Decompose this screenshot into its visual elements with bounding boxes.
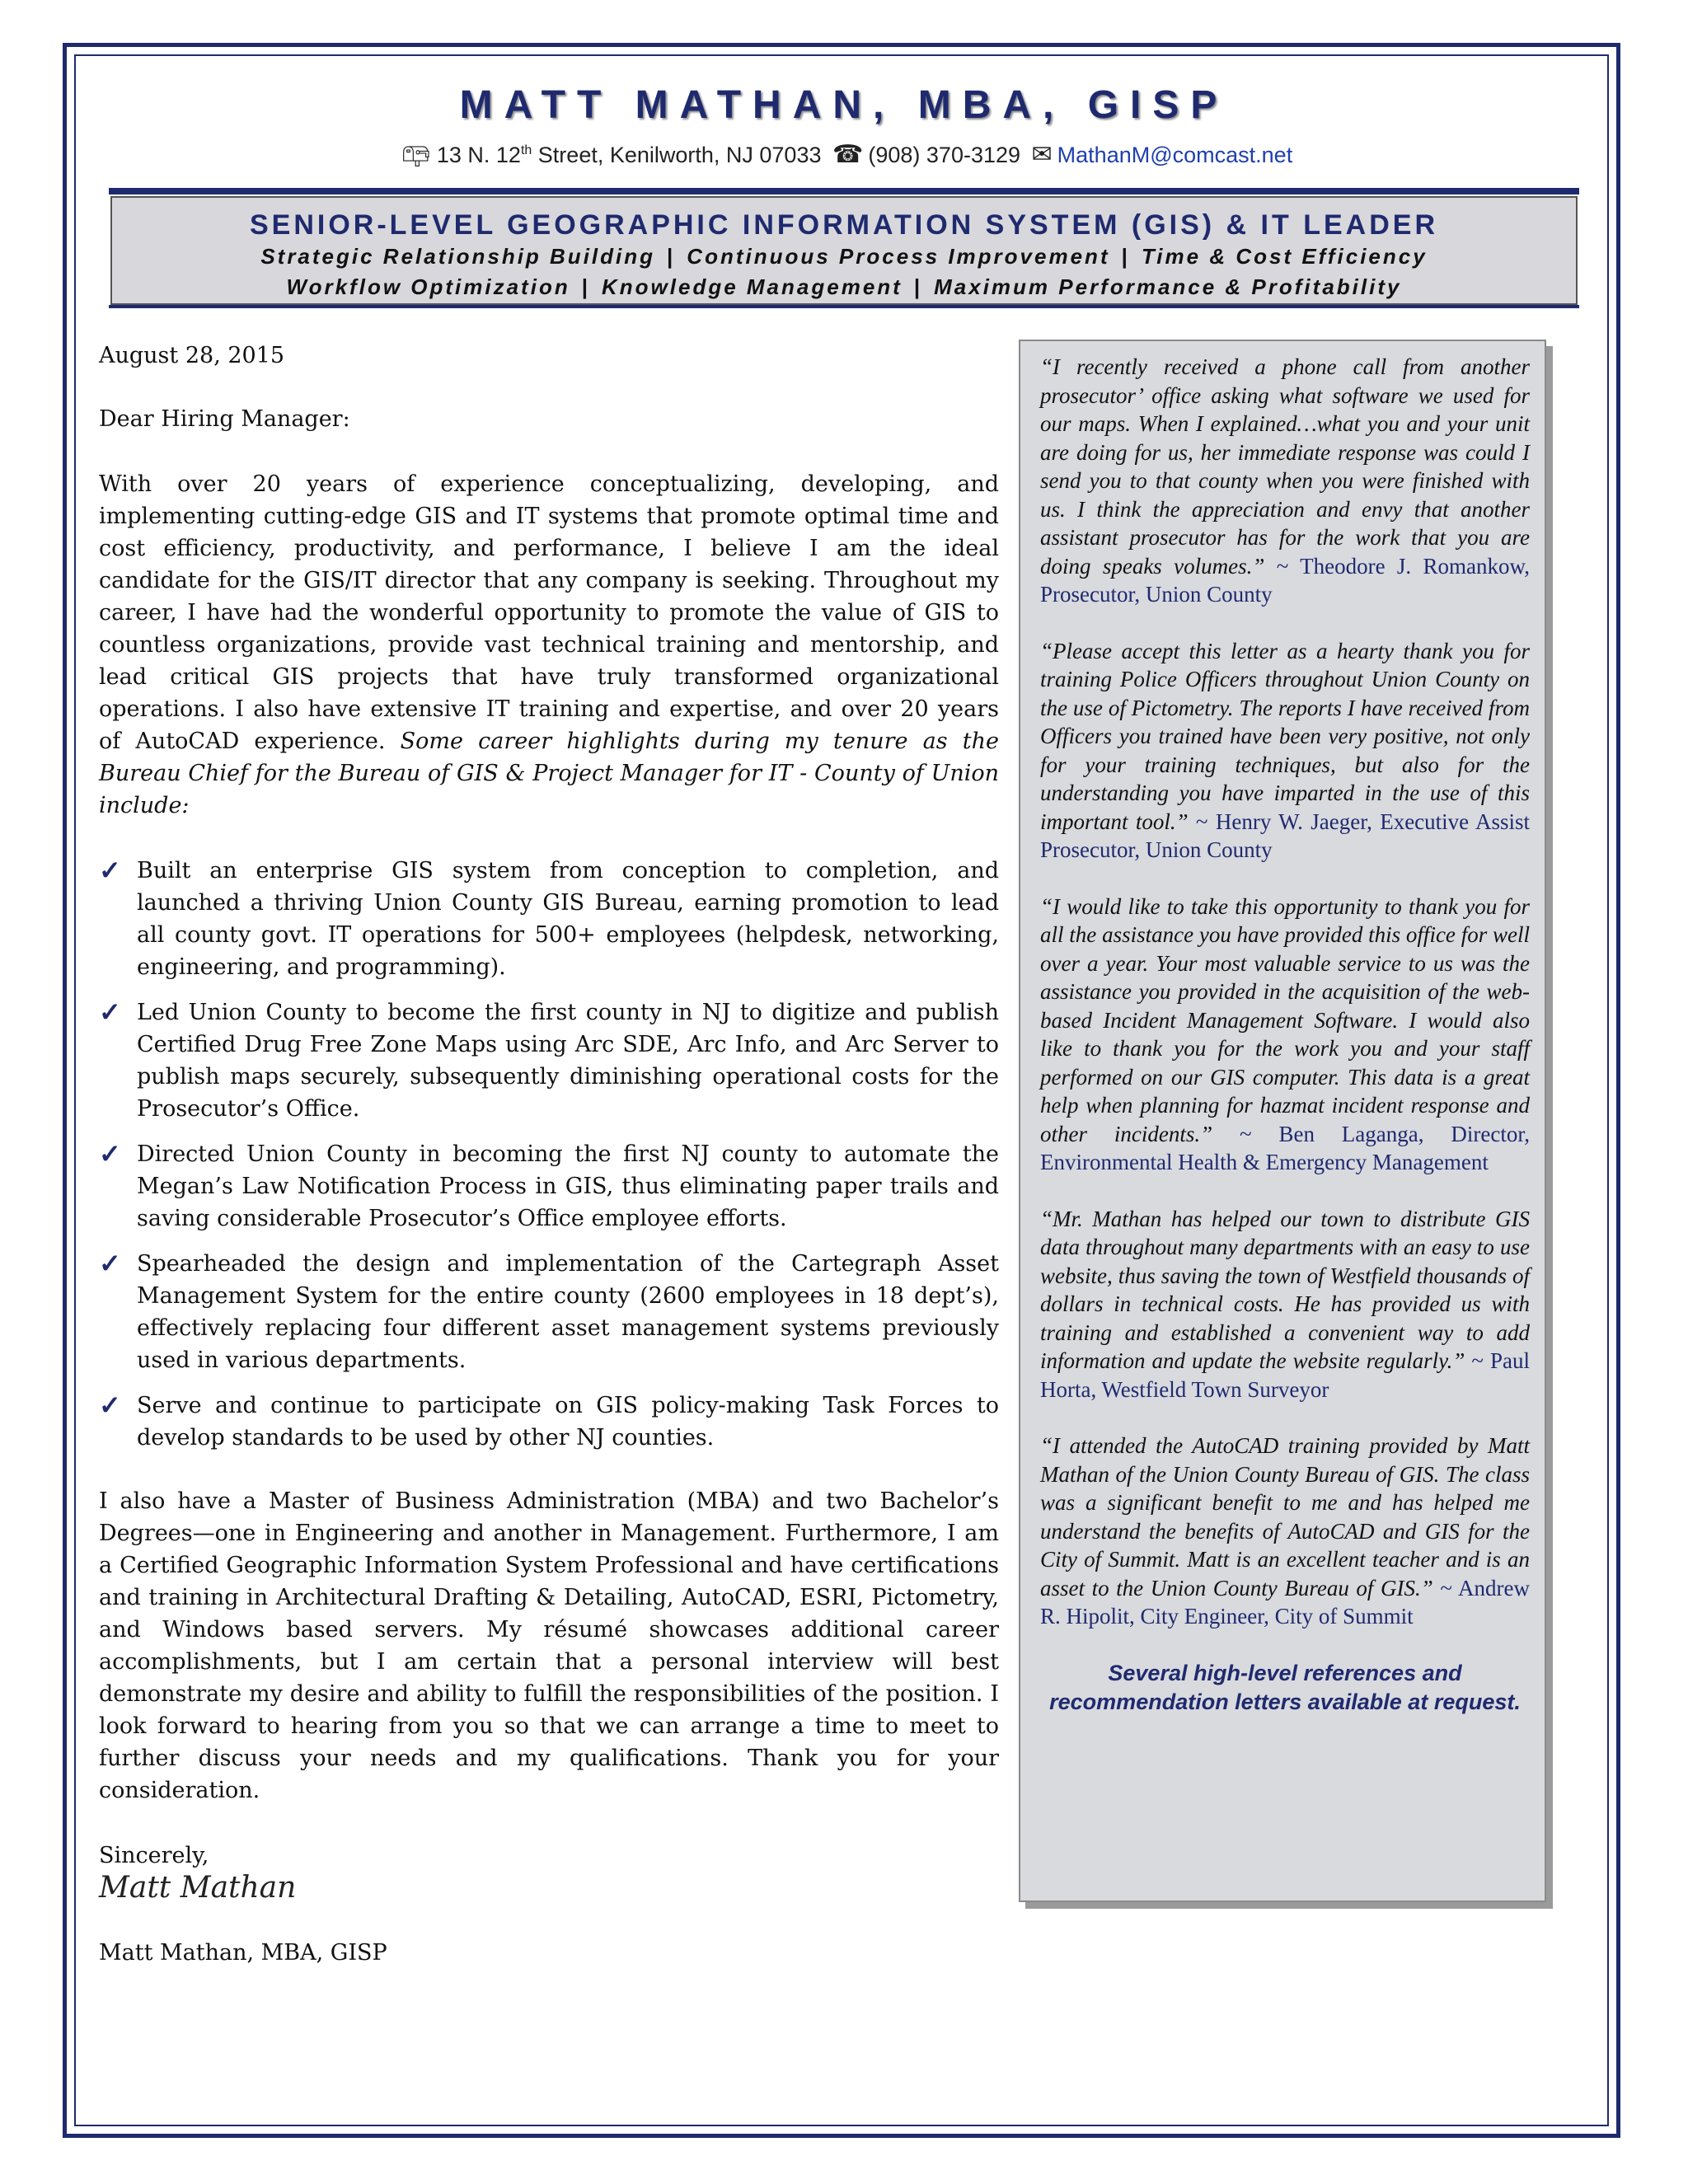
keyword: Maximum Performance & Profitability	[934, 274, 1402, 299]
testimonials-sidebar	[1019, 340, 1546, 1902]
checkmark-icon: ✓	[99, 1138, 121, 1169]
list-item-text: Built an enterprise GIS system from conception to completion, and launched a thriving Union County GIS Bureau, earning promotion to lead all county govt. IT operations for 500+ employees (helpdesk, networking, engineering, and programming).	[137, 858, 999, 980]
list-item	[99, 996, 999, 1125]
keyword: Workflow Optimization	[286, 274, 570, 299]
applicant-name: MATT MATHAN, MBA, GISP	[459, 83, 1229, 127]
keyword-separator: |	[581, 274, 590, 299]
closing-paragraph: I also have a Master of Business Administration (MBA) and two Bachelor’s Degrees—one in Engineering and another in Management. Furthermore, I am a Certified Geographic Information System Professional and have certifications and training in Architectural Drafting & Detailing, AutoCAD, ESRI, Pictometry, and Windows based servers. My résumé showcases additional career accomplishments, but I am certain that a personal interview will best demonstrate my desire and ability to fulfill the responsibilities of the position. I look forward to hearing from you so that we can arrange a time to meet to further discuss your needs and my qualifications. Thank you for your consideration.	[99, 1488, 999, 1803]
references-note-line-1: Several high-level references and	[1108, 1660, 1462, 1685]
list-item-text: Directed Union County in becoming the first NJ county to automate the Megan’s Law Notification Process in GIS, thus eliminating paper trails and saving considerable Prosecutor’s Office employee efforts.	[137, 1141, 999, 1231]
testimonial	[1040, 893, 1530, 1177]
signature-name: Matt Mathan, MBA, GISP	[99, 1940, 387, 1966]
handwritten-signature: Matt Mathan	[99, 1871, 297, 1905]
checkmark-icon: ✓	[99, 996, 121, 1028]
address-prefix: 13 N. 12	[436, 143, 521, 167]
testimonial-quote: “Please accept this letter as a hearty thank you for training Police Officers throughout Union County on the use of Pictometry. The reports I have received from Officers you trained have been very positive, not only for your training techniques, but also for the understanding you have imparted in the use of this important tool.”	[1040, 638, 1530, 834]
testimonial-quote: “Mr. Mathan has helped our town to distribute GIS data throughout many departments with an easy to use website, thus saving the town of Westfield thousands of dollars in technical costs. He has provided us with training and established a convenient way to add information and update the website regularly.”	[1040, 1206, 1530, 1373]
cover-letter-body	[99, 340, 999, 2002]
banner-rule-top	[109, 188, 1579, 194]
address-suffix: th	[520, 143, 532, 157]
testimonial-author: ~ Paul Horta, Westfield Town Surveyor	[1040, 1348, 1530, 1402]
list-item-text: Led Union County to become the first county in NJ to digitize and publish Certified Drug Free Zone Maps using Arc SDE, Arc Info, and Arc Server to publish maps securely, subsequently diminishing operational costs for the Prosecutor’s Office.	[137, 1000, 999, 1122]
signoff: Sincerely,	[99, 1843, 209, 1868]
letter-date: August 28, 2015	[99, 343, 285, 368]
testimonial	[1040, 637, 1530, 865]
keyword: Strategic Relationship Building	[260, 244, 656, 269]
keywords-row-1	[112, 241, 1576, 272]
phone-number: (908) 370-3129	[868, 143, 1021, 167]
highlights-list	[99, 855, 999, 1454]
checkmark-icon: ✓	[99, 1248, 121, 1279]
testimonial	[1040, 1432, 1530, 1631]
intro-highlight: Some career highlights during my tenure as the Bureau Chief for the Bureau of GIS & Project Manager for IT - County of Union include:	[99, 729, 999, 818]
testimonial-quote: “I recently received a phone call from another prosecutor’ office asking what software we used for our maps. When I explained…what you and your unit are doing for us, her immediate response was could I send you to that county when you were finished with us. I think the appreciation and envy that another assistant prosecutor has for the work that you are doing speaks volumes.”	[1040, 354, 1530, 579]
headline-title: SENIOR-LEVEL GEOGRAPHIC INFORMATION SYSTEM (GIS) & IT LEADER	[249, 209, 1439, 241]
list-item	[99, 1390, 999, 1454]
testimonial	[1040, 1205, 1530, 1404]
list-item-text: Serve and continue to participate on GIS policy-making Task Forces to develop standards to be used by other NJ counties.	[137, 1393, 999, 1451]
list-item-text: Spearheaded the design and implementation of the Cartegraph Asset Management System for the entire county (2600 employees in 18 dept’s), effectively replacing four different asset management systems previously used in various departments.	[137, 1251, 999, 1373]
address-rest: Street, Kenilworth, NJ 07033	[532, 143, 822, 167]
intro-paragraph	[99, 468, 999, 822]
list-item	[99, 855, 999, 983]
checkmark-icon: ✓	[99, 1390, 121, 1421]
banner-rule-bottom	[109, 305, 1579, 308]
testimonial-quote: “I would like to take this opportunity to thank you for all the assistance you have provided this office for well over a year. Your most valuable service to us was the assistance you provided in the acquisition of the web-based Incident Management Software. I would also like to thank you for the work you and your staff performed on our GIS computer. This data is a great help when planning for hazmat incident response and other incidents.”	[1040, 893, 1530, 1146]
list-item	[99, 1248, 999, 1376]
keyword: Time & Cost Efficiency	[1141, 244, 1428, 269]
testimonial-author: ~ Ben Laganga, Director, Environmental Health & Emergency Management	[1040, 1121, 1530, 1174]
salutation: Dear Hiring Manager:	[99, 406, 350, 432]
phone-icon: ☎	[832, 141, 864, 168]
email-link[interactable]: MathanM@comcast.net	[1057, 143, 1293, 167]
testimonial-author: ~ Andrew R. Hipolit, City Engineer, City of Summit	[1040, 1575, 1530, 1629]
testimonial-author: ~ Theodore J. Romankow, Prosecutor, Union County	[1040, 553, 1530, 607]
testimonial	[1040, 353, 1530, 609]
references-note	[1040, 1659, 1530, 1717]
contact-line	[0, 140, 1688, 169]
keyword: Knowledge Management	[602, 274, 903, 299]
mailbox-icon: 📪︎	[400, 141, 432, 168]
checkmark-icon: ✓	[99, 855, 121, 886]
intro-text: With over 20 years of experience conceptualizing, developing, and implementing cutting-edge GIS and IT systems that promote optimal time and cost efficiency, productivity, and performance, I believe I am the ideal candidate for the GIS/IT director that any company is seeking. Throughout my career, I have had the wonderful opportunity to promote the value of GIS to countless organizations, provide vast technical training and mentorship, and lead critical GIS projects that have truly transformed organizational operations. I also have extensive IT training and expertise, and over 20 years of AutoCAD experience.	[99, 471, 999, 754]
headline-banner	[110, 196, 1578, 305]
envelope-icon: ✉	[1031, 141, 1053, 168]
testimonial-author: ~ Henry W. Jaeger, Executive Assist Prosecutor, Union County	[1040, 808, 1531, 862]
keyword-separator: |	[913, 274, 923, 299]
keyword-separator: |	[1121, 244, 1130, 269]
keywords-row-2	[112, 272, 1576, 302]
keyword-separator: |	[667, 244, 676, 269]
keyword: Continuous Process Improvement	[687, 244, 1110, 269]
testimonial-quote: “I attended the AutoCAD training provided by Matt Mathan of the Union County Bureau of GIS. The class was a significant benefit to me and has helped me understand the benefits of AutoCAD and GIS for the City of Summit. Matt is an excellent teacher and is an asset to the Union County Bureau of GIS.”	[1040, 1433, 1530, 1601]
references-note-line-2: recommendation letters available at request.	[1049, 1689, 1521, 1714]
list-item	[99, 1138, 999, 1235]
